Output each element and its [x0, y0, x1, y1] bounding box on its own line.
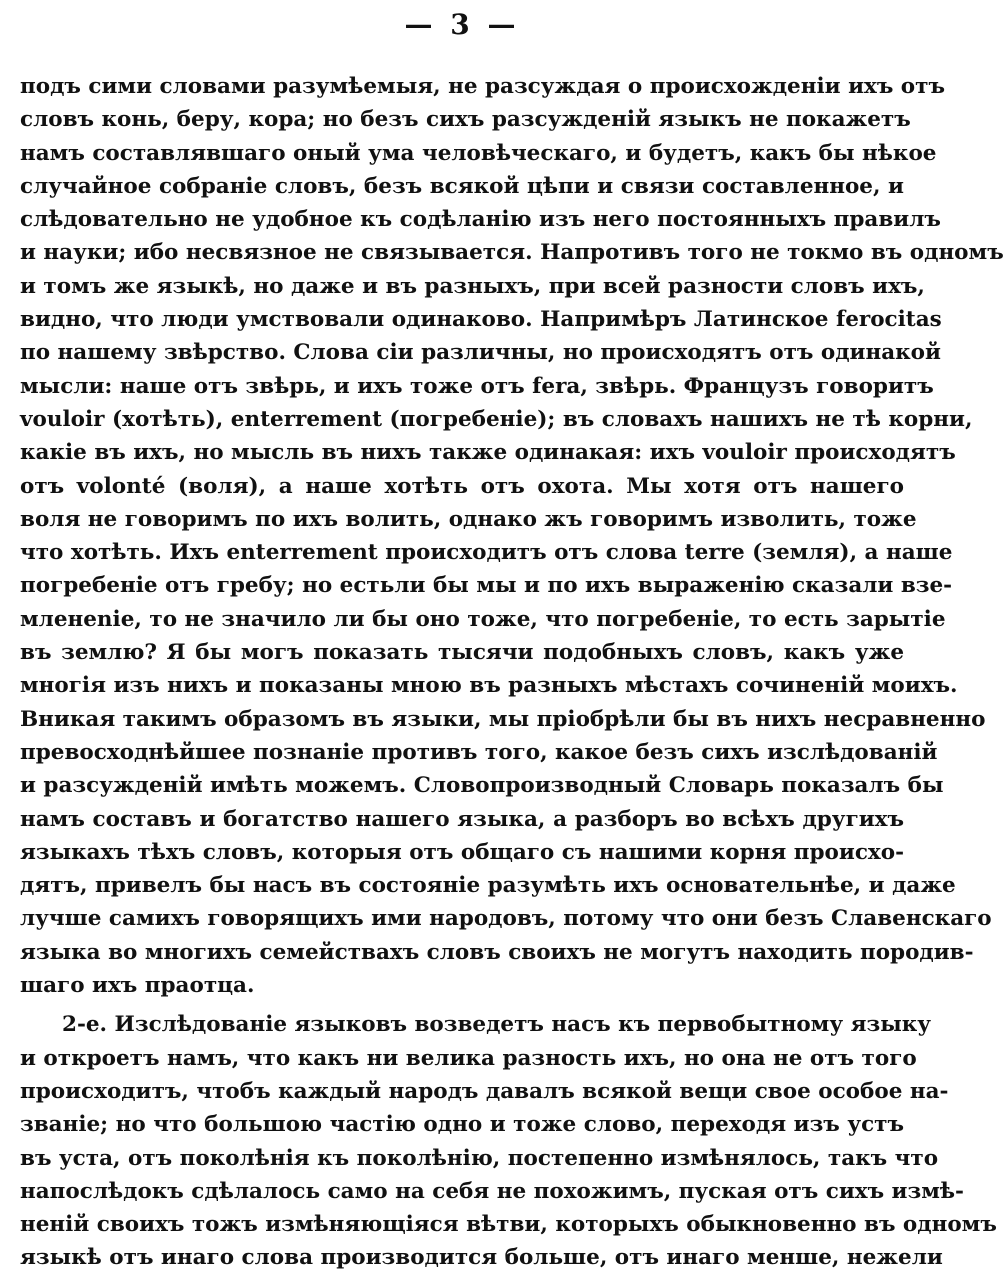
text-line: и откроетъ намъ, что какъ ни велика разность ихъ, но она не отъ того [20, 1045, 917, 1071]
text-line: и разсужденій имѣть можемъ. Словопроизводный Словарь показалъ бы [20, 773, 944, 799]
text-line: и науки; ибо несвязное не связывается. Напротивъ того не токмо въ одномъ [20, 240, 1004, 266]
text-line: воля не говоримъ по ихъ волить, однако жъ говоримъ изволить, тоже [20, 506, 917, 532]
text-line: случайное собраніе словъ, безъ всякой цѣпи и связи составленное, и [20, 173, 904, 199]
text-line: шаго ихъ праотца. [20, 973, 255, 999]
text-line: напослѣдокъ сдѣлалось само на себя не похожимъ, пуская отъ сихъ измѣ- [20, 1178, 964, 1204]
text-line: Вникая такимъ образомъ въ языки, мы пріобрѣли бы въ нихъ несравненно [20, 706, 986, 732]
text-line: 2-е. Изслѣдованіе языковъ возведетъ насъ къ первобытному языку [62, 1012, 932, 1038]
text-line: языка во многихъ семействахъ словъ своихъ не могутъ находить породив- [20, 939, 974, 965]
text-line: неній своихъ тожъ измѣняющіяся вѣтви, которыхъ обыкновенно въ одномъ [20, 1212, 997, 1238]
text-line: происходитъ, чтобъ каждый народъ давалъ всякой вещи свое особое на- [20, 1078, 949, 1104]
text-line: въ уста, отъ поколѣнія къ поколѣнію, постепенно измѣнялось, такъ что [20, 1145, 939, 1171]
text-line: какіе въ ихъ, но мысль въ нихъ также одинакая: ихъ vouloir происходятъ [20, 440, 956, 466]
text-line: мленеnie, то не значило ли бы оно тоже, что погребеніе, то есть зарытіе [20, 606, 946, 632]
text-line: намъ составлявшаго оный ума человѣческаго, и будетъ, какъ бы нѣкое [20, 140, 937, 166]
text-line: по нашему звѣрство. Слова сіи различны, но происходятъ отъ одинакой [20, 340, 941, 366]
text-line: превосходнѣйшее познаніе противъ того, какое безъ сихъ изслѣдованій [20, 739, 938, 765]
text-line: видно, что люди умствовали одинаково. Напримѣръ Латинское ferocitas [20, 307, 942, 333]
text-line: слѣдовательно не удобное къ содѣланію изъ него постоянныхъ правилъ [20, 207, 941, 233]
page-number: — 3 — [404, 8, 520, 41]
text-line: званіе; но что большою частію одно и тоже слово, переходя изъ устъ [20, 1112, 904, 1138]
text-line: отъ volonté (воля), а наше хотѣть отъ охота. Мы хотя отъ нашего [20, 473, 904, 499]
text-line: подъ сими словами разумѣемыя, не разсуждая о происхожденіи ихъ отъ [20, 74, 945, 99]
text-line: языкѣ отъ инаго слова производится больше, отъ инаго менше, нежели [20, 1245, 943, 1271]
text-line: дятъ, привелъ бы насъ въ состояніе разумѣть ихъ основательнѣе, и даже [20, 873, 956, 899]
text-line: многія изъ нихъ и показаны мною въ разныхъ мѣстахъ сочиненій моихъ. [20, 673, 958, 699]
text-line: мысли: наше отъ звѣрь, и ихъ тоже отъ fera, звѣрь. Французъ говоритъ [20, 373, 934, 399]
text-line: и томъ же языкѣ, но даже и въ разныхъ, при всей разности словъ ихъ, [20, 273, 925, 299]
text-line: словъ конь, беру, кора; но безъ сихъ разсужденій языкъ не покажетъ [20, 107, 911, 133]
body-text [20, 70, 1004, 1275]
text-line: vouloir (хотѣть), enterrement (погребеніе); въ словахъ нашихъ не тѣ корни, [20, 406, 973, 432]
text-line: намъ составъ и богатство нашего языка, а разборъ во всѣхъ другихъ [20, 806, 904, 832]
text-line: погребеніе отъ гребу; но естьли бы мы и по ихъ выраженію сказали взе- [20, 573, 953, 599]
text-line: въ землю? Я бы могъ показать тысячи подобныхъ словъ, какъ уже [20, 640, 904, 666]
text-line: лучше самихъ говорящихъ ими народовъ, потому что они безъ Славенскаго [20, 906, 992, 932]
text-line: что хотѣть. Ихъ enterrement происходитъ отъ слова terre (земля), а наше [20, 540, 953, 566]
text-line: языкахъ тѣхъ словъ, которыя отъ общаго съ нашими корня происхо- [20, 839, 904, 865]
